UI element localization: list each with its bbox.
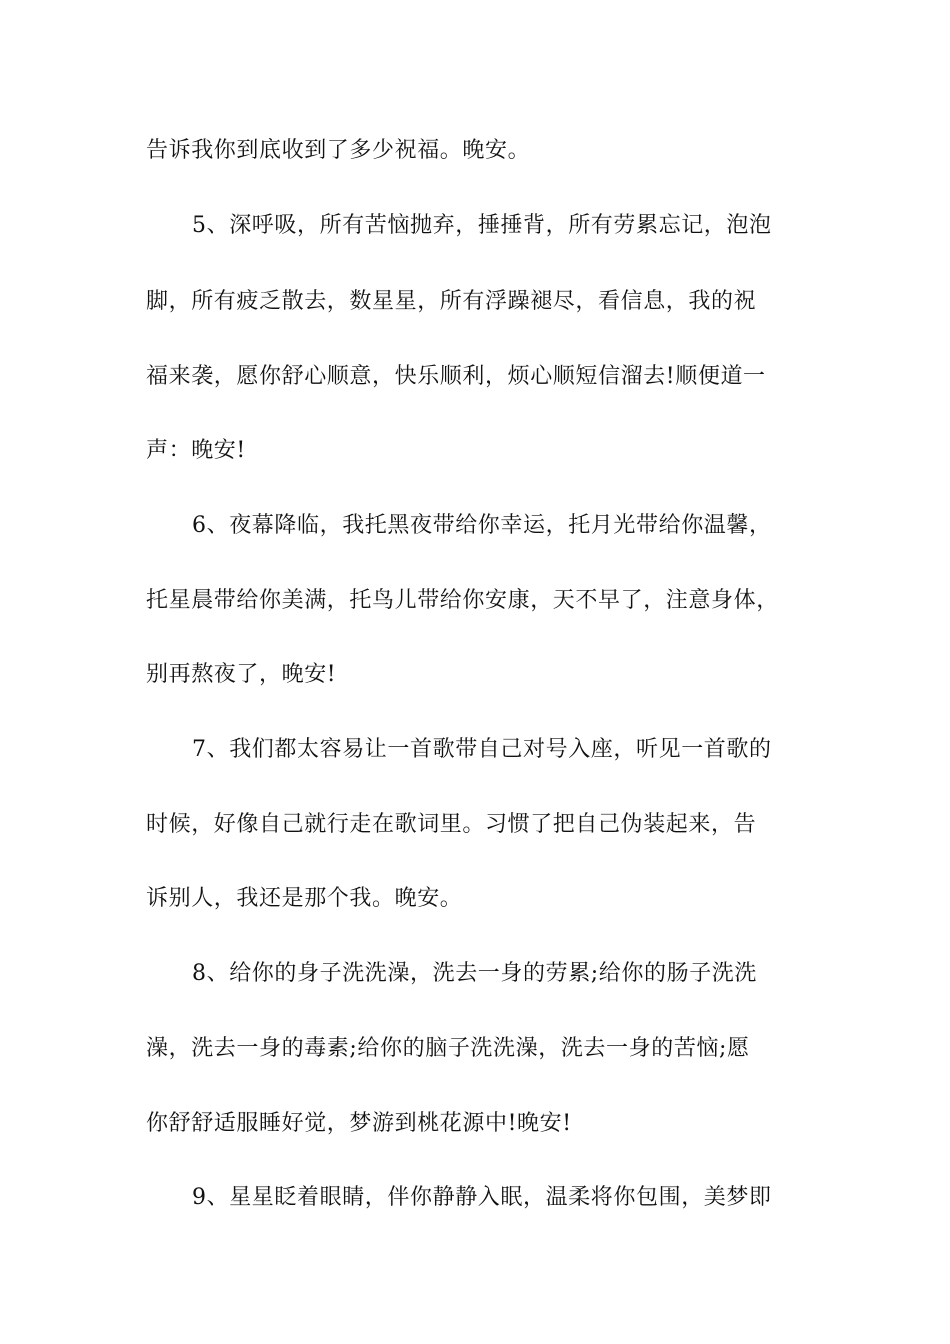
paragraph-line: 澡，洗去一身的毒素;给你的脑子洗洗澡，洗去一身的苦恼;愿 <box>146 1036 750 1061</box>
paragraph-line: 你舒舒适服睡好觉，梦游到桃花源中!晚安! <box>146 1111 572 1136</box>
paragraph-line: 别再熬夜了，晚安! <box>146 662 337 687</box>
paragraph-line: 7、我们都太容易让一首歌带自己对号入座，听见一首歌的 <box>192 737 772 762</box>
paragraph-line: 6、夜幕降临，我托黑夜带给你幸运，托月光带给你温馨， <box>192 513 772 538</box>
paragraph-line: 8、给你的身子洗洗澡，洗去一身的劳累;给你的肠子洗洗 <box>192 961 758 986</box>
paragraph-line: 告诉我你到底收到了多少祝福。晚安。 <box>146 138 531 163</box>
paragraph-line: 9、星星眨着眼睛，伴你静静入眠，温柔将你包围，美梦即 <box>192 1185 772 1210</box>
paragraph-line: 声：晚安! <box>146 438 246 463</box>
paragraph-line: 5、深呼吸，所有苦恼抛弃，捶捶背，所有劳累忘记，泡泡 <box>192 213 772 238</box>
paragraph-line: 脚，所有疲乏散去，数星星，所有浮躁褪尽，看信息，我的祝 <box>146 289 757 314</box>
paragraph-line: 托星晨带给你美满，托鸟儿带给你安康，天不早了，注意身体， <box>146 588 779 613</box>
paragraph-line: 时候，好像自己就行走在歌词里。习惯了把自己伪装起来，告 <box>146 812 757 837</box>
paragraph-line: 福来袭，愿你舒心顺意，快乐顺利，烦心顺短信溜去!顺便道一 <box>146 364 766 389</box>
paragraph-line: 诉别人，我还是那个我。晚安。 <box>146 886 463 911</box>
